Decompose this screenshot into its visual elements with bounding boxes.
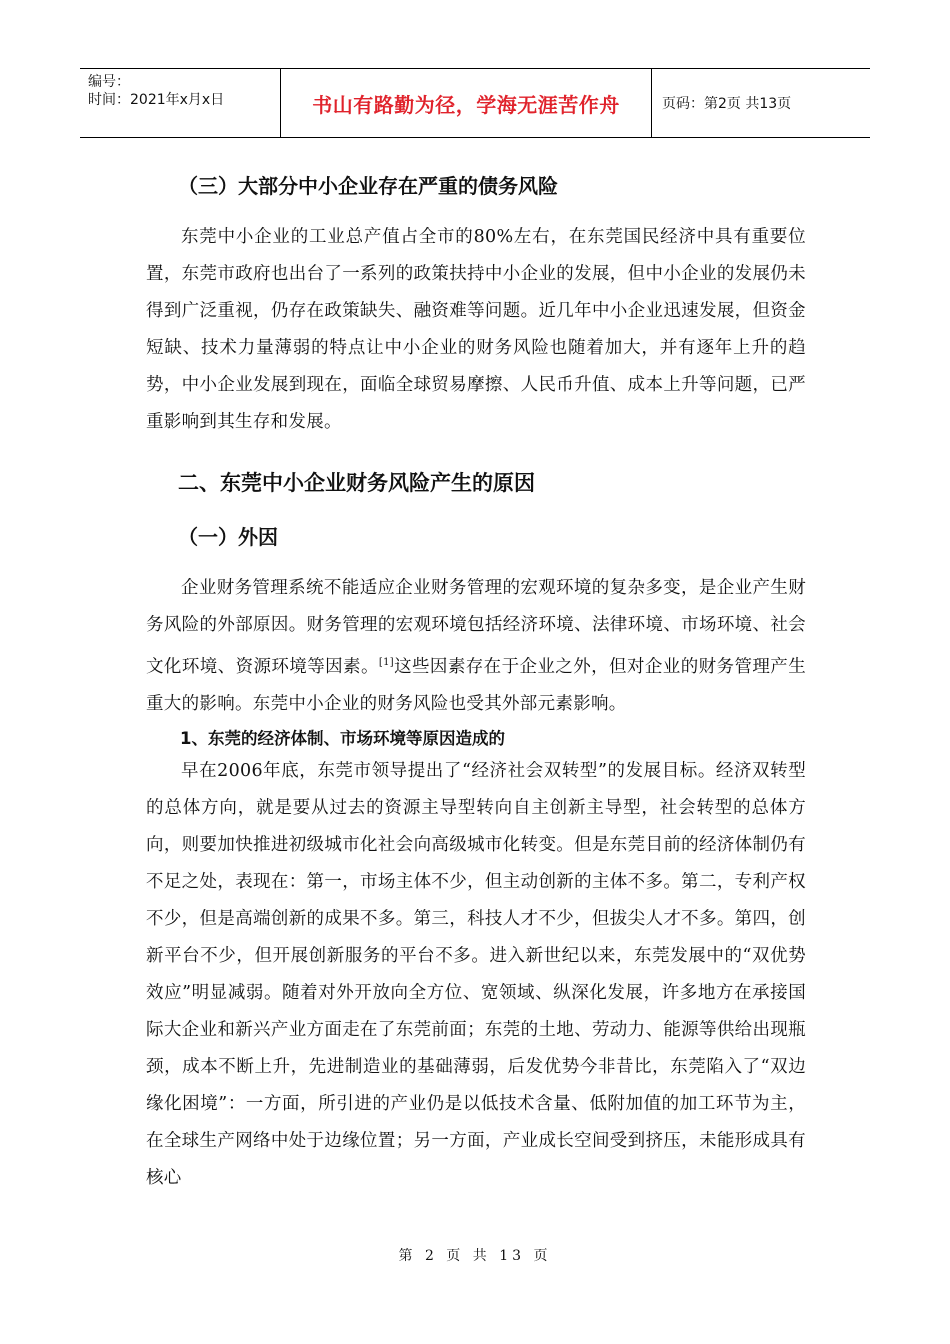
header-page-info: 页码：第2页 共13页 bbox=[662, 96, 792, 112]
time-label: 时间：2021年x月x日 bbox=[88, 92, 225, 108]
page-footer: 第 2 页 共 13 页 bbox=[398, 1248, 552, 1264]
header-meta bbox=[80, 69, 280, 137]
document-header bbox=[80, 68, 870, 138]
number-label: 编号： bbox=[88, 74, 130, 90]
paragraph-external bbox=[146, 570, 806, 723]
document-body bbox=[146, 160, 806, 1197]
section-heading-debt-risk: （三）大部分中小企业存在严重的债务风险 bbox=[178, 174, 558, 198]
citation-ref[interactable]: [1] bbox=[378, 657, 394, 668]
paragraph-external-part1: 企业财务管理系统不能适应企业财务管理的宏观环境的复杂多变，是企业产生财务风险的外部原因。财务管理的宏观环境包括经济环境、法律环境、市场环境、社会文化环境、资源环境等因素。 bbox=[146, 578, 806, 677]
paragraph-economic: 早在2006年底，东莞市领导提出了“经济社会双转型”的发展目标。经济双转型的总体方向，就是要从过去的资源主导型转向自主创新主导型，社会转型的总体方向，则要加快推进初级城市化社会向高级城市化转变。但是东莞目前的经济体制仍有不足之处，表现在：第一，市场主体不少，但主动创新的主体不多。第二，专利产权不少，但是高端创新的成果不多。第三，科技人才不少，但拔尖人才不多。第四，创新平台不少，但开展创新服务的平台不多。进入新世纪以来，东莞发展中的“双优势效应”明显减弱。随着对外开放向全方位、宽领域、纵深化发展，许多地方在承接国际大企业和新兴产业方面走在了东莞前面；东莞的土地、劳动力、能源等供给出现瓶颈，成本不断上升，先进制造业的基础薄弱，后发优势今非昔比，东莞陷入了“双边缘化困境”：一方面，所引进的产业仍是以低技术含量、低附加值的加工环节为主，在全球生产网络中处于边缘位置；另一方面，产业成长空间受到挤压，未能形成具有核心 bbox=[146, 760, 806, 1188]
paragraph-debt-risk: 东莞中小企业的工业总产值占全市的80%左右，在东莞国民经济中具有重要位置，东莞市政府也出台了一系列的政策扶持中小企业的发展，但中小企业的发展仍未得到广泛重视，仍存在政策缺失、融资难等问题。近几年中小企业迅速发展，但资金短缺、技术力量薄弱的特点让中小企业的财务风险也随着加大，并有逐年上升的趋势，中小企业发展到现在，面临全球贸易摩擦、人民币升值、成本上升等问题，已严重影响到其生存和发展。 bbox=[146, 227, 806, 432]
header-motto: 书山有路勤为径，学海无涯苦作舟 bbox=[280, 69, 652, 137]
section-heading-external: （一）外因 bbox=[178, 525, 278, 549]
paragraph-external-part2: 这些因素存在于企业之外，但对企业的财务管理产生重大的影响。东莞中小企业的财务风险也受其外部元素影响。 bbox=[146, 656, 806, 714]
subsection-heading-economic: 1、东莞的经济体制、市场环境等原因造成的 bbox=[180, 728, 505, 748]
chapter-heading-causes: 二、东莞中小企业财务风险产生的原因 bbox=[178, 471, 535, 495]
